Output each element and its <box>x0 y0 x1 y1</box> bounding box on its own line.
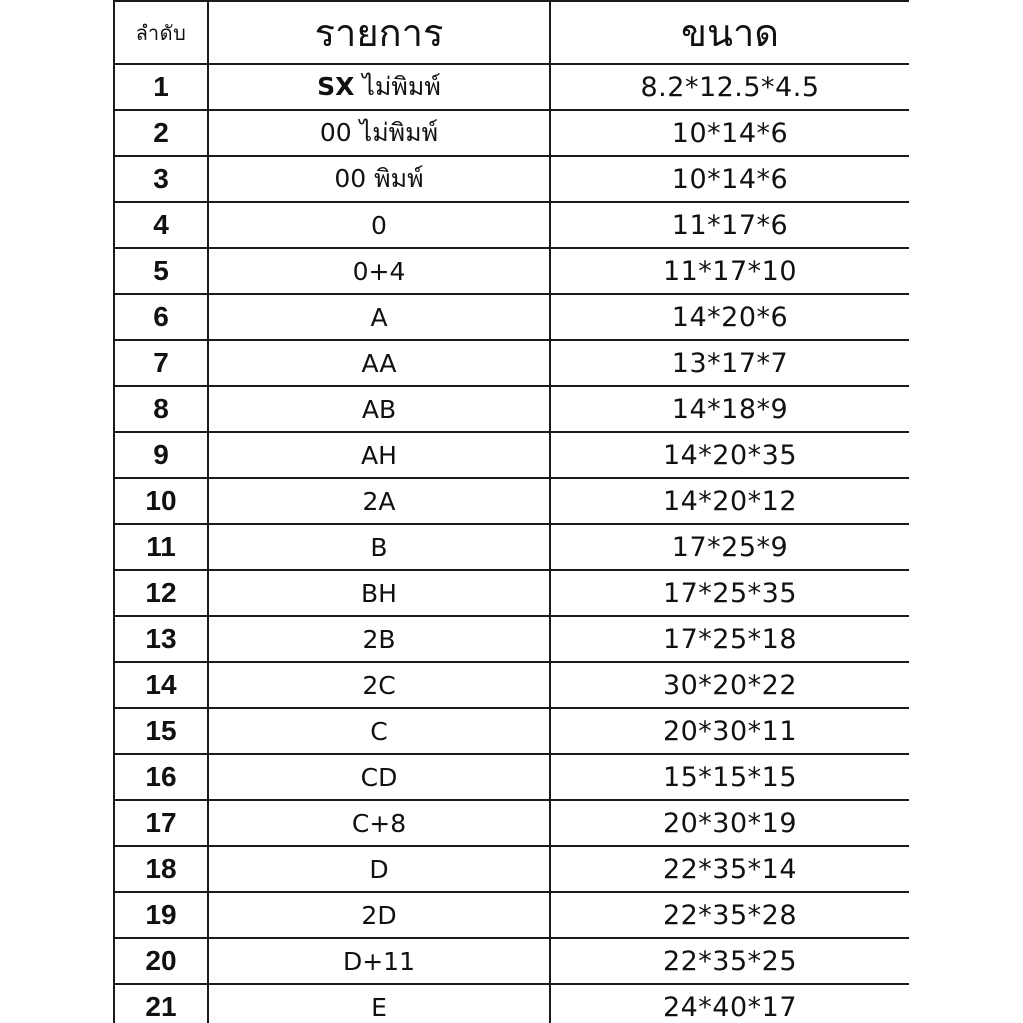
row-number: 20 <box>114 938 208 984</box>
table-row <box>114 800 909 846</box>
row-number: 1 <box>114 64 208 110</box>
size-cell: 20*30*19 <box>550 800 909 846</box>
row-number: 7 <box>114 340 208 386</box>
row-number: 14 <box>114 662 208 708</box>
item-label: B <box>370 532 388 562</box>
size-cell: 17*25*18 <box>550 616 909 662</box>
item-cell <box>208 202 550 248</box>
item-cell <box>208 846 550 892</box>
item-label: 0+4 <box>352 256 406 286</box>
size-cell: 14*20*12 <box>550 478 909 524</box>
header-item: รายการ <box>208 1 550 64</box>
size-cell: 13*17*7 <box>550 340 909 386</box>
row-number: 18 <box>114 846 208 892</box>
item-cell <box>208 616 550 662</box>
size-cell: 22*35*28 <box>550 892 909 938</box>
row-number: 4 <box>114 202 208 248</box>
item-cell <box>208 340 550 386</box>
item-cell <box>208 570 550 616</box>
table-header-row <box>114 1 909 64</box>
table-row <box>114 432 909 478</box>
table-row <box>114 708 909 754</box>
item-cell <box>208 478 550 524</box>
item-label: 2C <box>362 670 396 700</box>
header-no: ลำดับ <box>114 1 208 64</box>
table-row <box>114 156 909 202</box>
size-cell: 10*14*6 <box>550 156 909 202</box>
row-number: 2 <box>114 110 208 156</box>
item-label: AH <box>361 440 397 470</box>
item-label: D <box>369 854 389 884</box>
table-row <box>114 662 909 708</box>
item-label: CD <box>360 762 398 792</box>
table-row <box>114 524 909 570</box>
row-number: 5 <box>114 248 208 294</box>
table-row <box>114 478 909 524</box>
row-number: 6 <box>114 294 208 340</box>
size-cell: 22*35*14 <box>550 846 909 892</box>
table-row <box>114 202 909 248</box>
item-cell <box>208 524 550 570</box>
item-cell <box>208 432 550 478</box>
item-label: C+8 <box>351 808 407 838</box>
table-row <box>114 846 909 892</box>
item-cell <box>208 892 550 938</box>
size-table <box>113 0 909 1023</box>
row-number: 10 <box>114 478 208 524</box>
size-table-sheet <box>113 0 909 1023</box>
item-cell <box>208 156 550 202</box>
item-label: A <box>370 302 388 332</box>
row-number: 21 <box>114 984 208 1023</box>
item-label: AA <box>361 348 397 378</box>
table-row <box>114 754 909 800</box>
size-cell: 14*20*6 <box>550 294 909 340</box>
item-cell <box>208 984 550 1023</box>
row-number: 3 <box>114 156 208 202</box>
table-row <box>114 984 909 1023</box>
table-row <box>114 110 909 156</box>
table-row <box>114 892 909 938</box>
table-row <box>114 64 909 110</box>
item-label: 00 พิมพ์ <box>334 164 424 193</box>
size-cell: 14*20*35 <box>550 432 909 478</box>
row-number: 15 <box>114 708 208 754</box>
size-cell: 22*35*25 <box>550 938 909 984</box>
item-cell <box>208 248 550 294</box>
row-number: 17 <box>114 800 208 846</box>
item-label: 0 <box>371 210 387 240</box>
item-label: E <box>371 992 387 1022</box>
size-cell: 15*15*15 <box>550 754 909 800</box>
size-cell: 8.2*12.5*4.5 <box>550 64 909 110</box>
size-cell: 17*25*35 <box>550 570 909 616</box>
size-cell: 17*25*9 <box>550 524 909 570</box>
table-row <box>114 616 909 662</box>
table-row <box>114 340 909 386</box>
row-number: 19 <box>114 892 208 938</box>
table-row <box>114 386 909 432</box>
item-label: C <box>370 716 388 746</box>
item-cell <box>208 64 550 110</box>
size-cell: 10*14*6 <box>550 110 909 156</box>
item-cell <box>208 708 550 754</box>
item-label: AB <box>361 394 397 424</box>
item-label: 2D <box>361 900 397 930</box>
table-body <box>114 64 909 1023</box>
row-number: 9 <box>114 432 208 478</box>
row-number: 13 <box>114 616 208 662</box>
item-label: BH <box>361 578 397 608</box>
header-size: ขนาด <box>550 1 909 64</box>
item-label: ไม่พิมพ์ <box>354 72 441 101</box>
size-cell: 11*17*6 <box>550 202 909 248</box>
item-cell <box>208 800 550 846</box>
row-number: 12 <box>114 570 208 616</box>
item-cell <box>208 938 550 984</box>
item-label: 00 ไม่พิมพ์ <box>319 118 439 147</box>
item-cell <box>208 294 550 340</box>
table-row <box>114 294 909 340</box>
item-label: D+11 <box>342 946 415 976</box>
item-cell <box>208 110 550 156</box>
item-cell <box>208 662 550 708</box>
row-number: 16 <box>114 754 208 800</box>
table-row <box>114 570 909 616</box>
size-cell: 24*40*17 <box>550 984 909 1023</box>
size-cell: 14*18*9 <box>550 386 909 432</box>
table-row <box>114 938 909 984</box>
size-cell: 30*20*22 <box>550 662 909 708</box>
item-label: 2A <box>362 486 396 516</box>
item-code: SX <box>317 72 355 101</box>
row-number: 11 <box>114 524 208 570</box>
table-row <box>114 248 909 294</box>
item-cell <box>208 754 550 800</box>
item-label: 2B <box>362 624 396 654</box>
size-cell: 11*17*10 <box>550 248 909 294</box>
row-number: 8 <box>114 386 208 432</box>
size-cell: 20*30*11 <box>550 708 909 754</box>
item-cell <box>208 386 550 432</box>
